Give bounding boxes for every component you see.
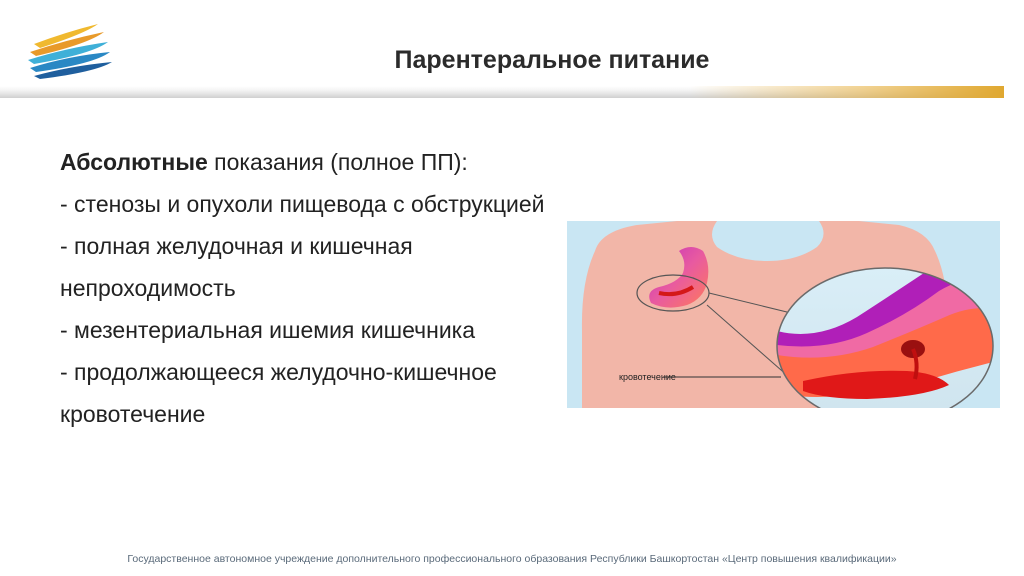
indication-item: - стенозы и опухоли пищевода с обструкцией <box>60 191 545 217</box>
indications-heading <box>60 141 550 183</box>
header-divider-accent <box>690 86 1004 98</box>
heading-bold: Абсолютные <box>60 149 208 175</box>
indication-item: - мезентериальная ишемия кишечника <box>60 317 476 343</box>
indication-item: - полная желудочная и кишечная непроходимость <box>60 233 413 301</box>
gi-bleeding-illustration <box>567 221 1000 408</box>
institution-logo <box>26 22 118 80</box>
page-title: Парентеральное питание <box>394 46 710 74</box>
indications-text <box>60 141 550 435</box>
bleeding-label: кровотечение <box>619 372 676 382</box>
indication-item: - продолжающееся желудочно-кишечное кровотечение <box>60 359 497 427</box>
heading-rest: показания (полное ПП): <box>207 149 468 175</box>
footer-institution: Государственное автономное учреждение дополнительного профессионального образования Республики Башкортостан «Центр повышения квалификации» <box>127 553 897 565</box>
